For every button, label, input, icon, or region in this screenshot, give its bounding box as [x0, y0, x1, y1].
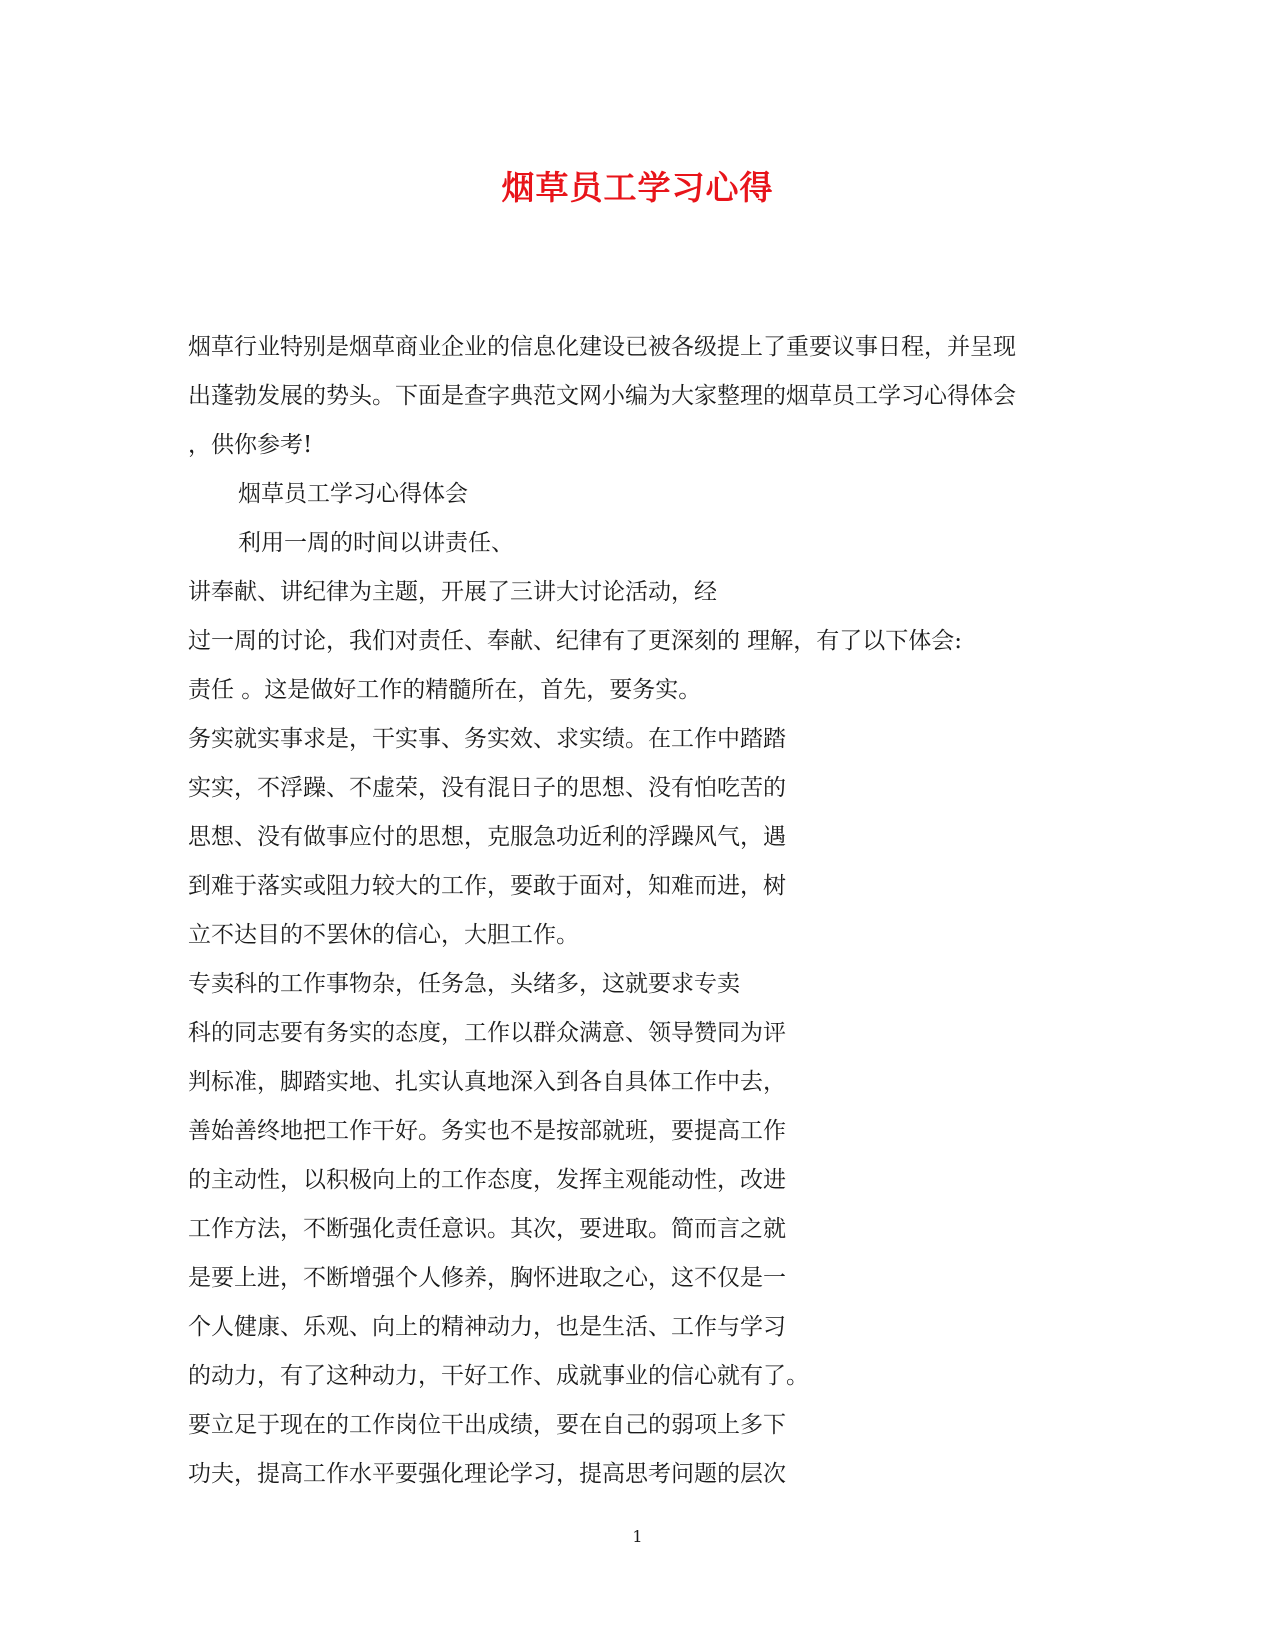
text-line: 的主动性，以积极向上的工作态度，发挥主观能动性，改进: [188, 1167, 786, 1193]
text-line: 讲奉献、讲纪律为主题，开展了三讲大讨论活动，经: [188, 579, 717, 605]
text-line: 思想、没有做事应付的思想，克服急功近利的浮躁风气，遇: [188, 824, 786, 850]
text-line: 责任 。这是做好工作的精髓所在，首先，要务实。: [188, 677, 702, 703]
text-line: 实实，不浮躁、不虚荣，没有混日子的思想、没有怕吃苦的: [188, 775, 786, 801]
text-line: ，供你参考!: [188, 432, 313, 458]
text-line: 利用一周的时间以讲责任、: [238, 530, 514, 556]
text-line: 个人健康、乐观、向上的精神动力，也是生活、工作与学习: [188, 1314, 786, 1340]
text-line: 烟草行业特别是烟草商业企业的信息化建设已被各级提上了重要议事日程，并呈现: [188, 334, 1016, 360]
text-line: 判标准，脚踏实地、扎实认真地深入到各自具体工作中去，: [188, 1069, 786, 1095]
text-line: 过一周的讨论，我们对责任、奉献、纪律有了更深刻的 理解，有了以下体会:: [188, 628, 963, 654]
text-line: 是要上进，不断增强个人修养，胸怀进取之心，这不仅是一: [188, 1265, 786, 1291]
text-line: 工作方法，不断强化责任意识。其次，要进取。简而言之就: [188, 1216, 786, 1242]
text-line: 出蓬勃发展的势头。下面是查字典范文网小编为大家整理的烟草员工学习心得体会: [188, 383, 1016, 409]
text-line: 善始善终地把工作干好。务实也不是按部就班，要提高工作: [188, 1118, 786, 1144]
text-line: 专卖科的工作事物杂，任务急，头绪多，这就要求专卖: [188, 971, 740, 997]
text-line: 科的同志要有务实的态度，工作以群众满意、领导赞同为评: [188, 1020, 786, 1046]
text-line: 功夫，提高工作水平要强化理论学习，提高思考问题的层次: [188, 1461, 786, 1487]
document-title: 烟草员工学习心得: [501, 168, 774, 207]
page-number: 1: [632, 1527, 643, 1546]
text-line: 到难于落实或阻力较大的工作，要敢于面对，知难而进，树: [188, 873, 786, 899]
text-line: 要立足于现在的工作岗位干出成绩，要在自己的弱项上多下: [188, 1412, 786, 1438]
section-heading: 烟草员工学习心得体会: [238, 481, 468, 507]
text-line: 务实就实事求是，干实事、务实效、求实绩。在工作中踏踏: [188, 726, 786, 752]
document-body: [188, 323, 1108, 1499]
text-line: 立不达目的不罢休的信心，大胆工作。: [188, 922, 579, 948]
text-line: 的动力，有了这种动力，干好工作、成就事业的信心就有了。: [188, 1363, 809, 1389]
